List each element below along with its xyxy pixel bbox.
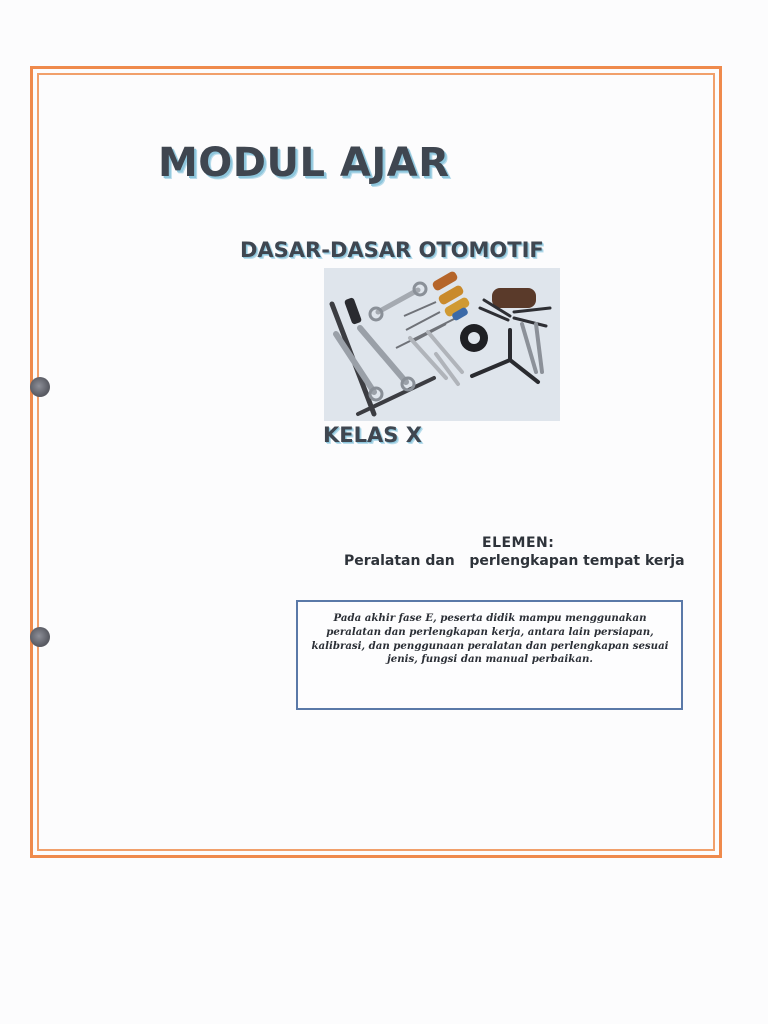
binder-hole-bottom xyxy=(30,627,50,647)
cylinder-tool xyxy=(492,288,536,308)
tools-illustration xyxy=(324,268,560,421)
class-level: KELAS X xyxy=(323,423,422,447)
learning-outcome-text: Pada akhir fase E, peserta didik mampu menggunakan peralatan dan perlengkapan kerja, antara lain persiapan, kalibrasi, dan penggunaan peralatan dan perlengkapan sesuai jenis, fungsi dan manual perbaikan. xyxy=(311,612,669,666)
binder-hole-top xyxy=(30,377,50,397)
module-title: MODUL AJAR xyxy=(158,140,450,186)
elemen-label: ELEMEN: xyxy=(482,535,555,551)
page-border-inner xyxy=(37,73,715,851)
elemen-value: Peralatan dan perlengkapan tempat kerja xyxy=(344,553,685,569)
tools-photo xyxy=(324,268,560,421)
subject-title: DASAR-DASAR OTOMOTIF xyxy=(240,238,544,262)
